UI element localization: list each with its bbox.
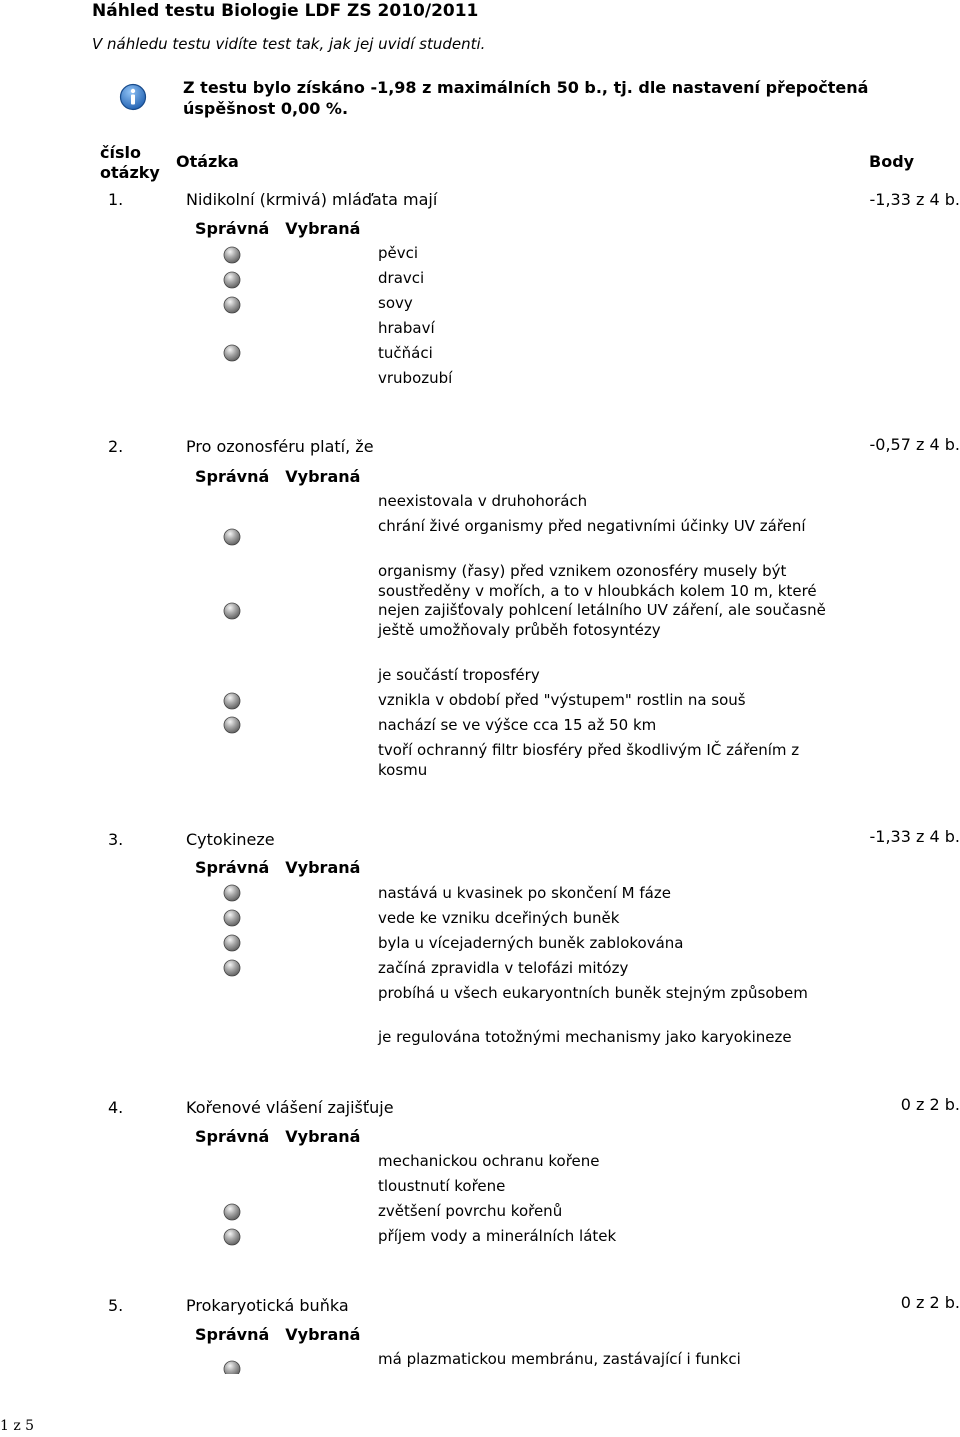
answer-option: probíhá u všech eukaryontních buněk stejným způsobem <box>378 984 808 1002</box>
answer-option: je součástí troposféry <box>378 666 540 684</box>
correct-answer-dot-icon <box>223 344 241 362</box>
question-header: Otázka <box>176 152 239 171</box>
answer-option: organismy (řasy) před vznikem ozonosféry musely být soustředěny v mořích, a to v hloubkách kolem 10 m, které nejen zajišťovaly pohlcení letálního UV záření, ale současně ještě umožňovaly průběh fotosyntézy <box>378 562 826 639</box>
question-text: Pro ozonosféru platí, že <box>186 437 374 456</box>
page-subtitle: V náhledu testu vidíte test tak, jak jej uvidí studenti. <box>92 35 486 53</box>
selected-column-label: Vybraná <box>285 1325 361 1344</box>
correct-answer-dot-icon <box>223 271 241 289</box>
page-title: Náhled testu Biologie LDF ZS 2010/2011 <box>92 1 479 21</box>
correct-column-label: Správná <box>195 467 270 486</box>
question-points: -1,33 z 4 b. <box>869 827 960 846</box>
question-text: Kořenové vlášení zajišťuje <box>186 1098 394 1117</box>
answer-option: mechanickou ochranu kořene <box>378 1152 600 1170</box>
answer-option: neexistovala v druhohorách <box>378 492 588 510</box>
question-number-header: číslo otázky <box>100 143 160 182</box>
question-points: 0 z 2 b. <box>900 1293 960 1312</box>
answer-option: začíná zpravidla v telofázi mitózy <box>378 959 629 977</box>
correct-column-label: Správná <box>195 1127 270 1146</box>
correct-answer-dot-icon <box>223 692 241 710</box>
answer-option: příjem vody a minerálních látek <box>378 1227 617 1245</box>
question-text: Cytokineze <box>186 830 275 849</box>
question-points: -0,57 z 4 b. <box>869 435 960 454</box>
question-text: Nidikolní (krmivá) mláďata mají <box>186 190 438 209</box>
answer-option: vede ke vzniku dceřiných buněk <box>378 909 620 927</box>
selected-column-label: Vybraná <box>285 219 361 238</box>
correct-column-label: Správná <box>195 858 270 877</box>
selected-column-label: Vybraná <box>285 467 361 486</box>
question-number: 5. <box>108 1296 124 1315</box>
question-number: 3. <box>108 830 124 849</box>
correct-answer-dot-icon <box>223 959 241 977</box>
question-number: 2. <box>108 437 124 456</box>
answer-option: má plazmatickou membránu, zastávající i funkci <box>378 1350 741 1368</box>
score-summary: Z testu bylo získáno -1,98 z maximálních 50 b., tj. dle nastavení přepočtená úspěšnost 0,00 %. <box>183 78 869 118</box>
question-number: 4. <box>108 1098 124 1117</box>
correct-answer-dot-icon <box>223 934 241 952</box>
question-number: 1. <box>108 190 124 209</box>
answer-option: byla u vícejaderných buněk zablokována <box>378 934 684 952</box>
answer-option: vznikla v období před "výstupem" rostlin na souš <box>378 691 746 709</box>
selected-column-label: Vybraná <box>285 858 361 877</box>
correct-answer-dot-icon <box>223 716 241 734</box>
answer-option: sovy <box>378 294 413 312</box>
question-points: 0 z 2 b. <box>900 1095 960 1114</box>
correct-column-label: Správná <box>195 219 270 238</box>
answer-columns-header <box>195 1325 360 1344</box>
correct-answer-dot-icon <box>223 1360 241 1374</box>
answer-columns-header <box>195 467 360 486</box>
question-points: -1,33 z 4 b. <box>869 190 960 209</box>
correct-answer-dot-icon <box>223 296 241 314</box>
correct-answer-dot-icon <box>223 884 241 902</box>
answer-option: pěvci <box>378 244 419 262</box>
answer-option: je regulována totožnými mechanismy jako karyokineze <box>378 1028 792 1046</box>
answer-option: tučňáci <box>378 344 433 362</box>
correct-answer-dot-icon <box>223 1228 241 1246</box>
answer-columns-header <box>195 219 360 238</box>
selected-column-label: Vybraná <box>285 1127 361 1146</box>
page-counter: 1 z 5 <box>0 1418 35 1434</box>
info-icon <box>119 83 147 111</box>
answer-option: tvoří ochranný filtr biosféry před škodlivým IČ zářením z kosmu <box>378 741 800 779</box>
answer-option: chrání živé organismy před negativními účinky UV záření <box>378 517 806 535</box>
correct-answer-dot-icon <box>223 909 241 927</box>
question-text: Prokaryotická buňka <box>186 1296 349 1315</box>
answer-option: vrubozubí <box>378 369 453 387</box>
answer-columns-header <box>195 1127 360 1146</box>
answer-option: tloustnutí kořene <box>378 1177 506 1195</box>
answer-columns-header <box>195 858 360 877</box>
correct-column-label: Správná <box>195 1325 270 1344</box>
answer-option: dravci <box>378 269 425 287</box>
correct-answer-dot-icon <box>223 528 241 546</box>
answer-option: nachází se ve výšce cca 15 až 50 km <box>378 716 657 734</box>
correct-answer-dot-icon <box>223 1203 241 1221</box>
answer-option: hrabaví <box>378 319 435 337</box>
answer-option: zvětšení povrchu kořenů <box>378 1202 563 1220</box>
correct-answer-dot-icon <box>223 602 241 620</box>
answer-option: nastává u kvasinek po skončení M fáze <box>378 884 671 902</box>
correct-answer-dot-icon <box>223 246 241 264</box>
points-header: Body <box>869 152 915 171</box>
